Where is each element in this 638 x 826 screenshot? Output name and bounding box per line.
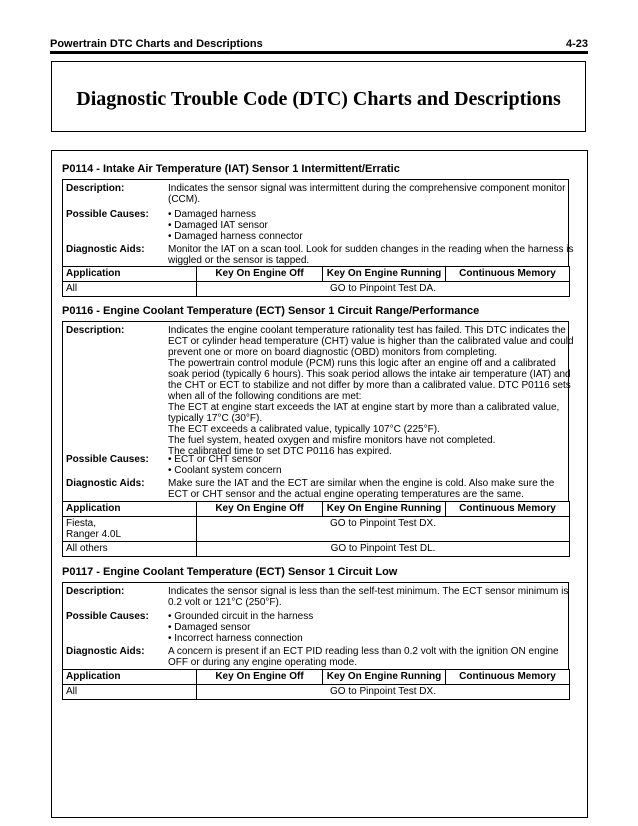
dtc-title-p0117: P0117 - Engine Coolant Temperature (ECT) Sensor 1 Circuit Low <box>62 566 398 578</box>
col-application: Application <box>63 267 197 282</box>
section-title: Powertrain DTC Charts and Descriptions <box>50 38 263 50</box>
dtc-details-p0114 <box>62 179 574 267</box>
text-line: typically 17°C (30°F). <box>168 413 263 424</box>
col-application: Application <box>63 502 197 517</box>
cause-item: • Coolant system concern <box>168 465 282 476</box>
text-line: OFF or during any engine operating mode. <box>168 657 357 668</box>
table-header-row <box>63 502 570 517</box>
aids-label: Diagnostic Aids: <box>66 478 145 489</box>
col-koer: Key On Engine Running <box>323 670 446 685</box>
col-koer: Key On Engine Running <box>323 502 446 517</box>
application-table-p0117 <box>62 669 570 700</box>
text-line: The fuel system, heated oxygen and misfire monitors have not completed. <box>168 435 496 446</box>
text-line: Indicates the engine coolant temperature rationality test has failed. This DTC indicates the <box>168 325 566 336</box>
text-line: The ECT exceeds a calibrated value, typically 107°C (225°F). <box>168 424 440 435</box>
causes-list <box>168 454 562 476</box>
text-line: ECT or CHT sensor and the actual engine operating temperatures are the same. <box>168 489 524 500</box>
dtc-details-p0116 <box>62 321 574 502</box>
description-text <box>168 325 574 457</box>
application-cell: All <box>63 282 197 297</box>
text-line: prevent one or more on board diagnostic (OBD) monitors from completing. <box>168 347 498 358</box>
application-cell <box>63 517 197 542</box>
application-cell: All <box>63 685 197 700</box>
table-row <box>63 685 570 700</box>
title-box <box>51 61 586 132</box>
table-header-row <box>63 670 570 685</box>
col-continuous: Continuous Memory <box>446 502 570 517</box>
description-text <box>168 586 569 608</box>
causes-list <box>168 209 562 242</box>
text-line: 0.2 volt or 121°C (250°F). <box>168 597 282 608</box>
description-label: Description: <box>66 586 125 597</box>
text-line: (CCM). <box>168 194 201 205</box>
table-row <box>63 542 570 557</box>
text-line: Indicates the sensor signal was intermittent during the comprehensive component monitor <box>168 183 566 194</box>
dtc-details-p0117 <box>62 582 569 670</box>
cause-item: • Damaged harness <box>168 209 256 220</box>
result-cell: GO to Pinpoint Test DX. <box>197 685 570 700</box>
table-row <box>63 517 570 542</box>
col-koeo: Key On Engine Off <box>197 267 323 282</box>
description-label: Description: <box>66 325 125 336</box>
header-rule <box>50 51 588 54</box>
text-line: wiggled or the sensor is tapped. <box>168 255 310 266</box>
col-continuous: Continuous Memory <box>446 670 570 685</box>
text-line: The ECT at engine start exceeds the IAT at engine start by more than a calibrated value, <box>168 402 560 413</box>
text-line: ECT or cylinder head temperature (CHT) value is higher than the calibrated value and could <box>168 336 574 347</box>
page-number: 4-23 <box>565 38 588 50</box>
application-line: Ranger 4.0L <box>66 529 122 540</box>
col-koer: Key On Engine Running <box>323 267 446 282</box>
application-table-p0116 <box>62 501 570 557</box>
text-line: A concern is present if an ECT PID reading less than 0.2 volt with the ignition ON engine <box>168 646 559 657</box>
text-line: The powertrain control module (PCM) runs this logic after an engine off and a calibrated <box>168 358 556 369</box>
page-header <box>50 38 588 52</box>
cause-item: • ECT or CHT sensor <box>168 454 262 465</box>
text-line: the CHT or ECT to stabilize and not differ by more than a calibrated value. DTC P0116 sets <box>168 380 571 391</box>
application-table-p0114 <box>62 266 570 297</box>
description-label: Description: <box>66 183 125 194</box>
causes-label: Possible Causes: <box>66 209 149 220</box>
text-line: Make sure the IAT and the ECT are similar when the engine is cold. Also make sure the <box>168 478 555 489</box>
cause-item: • Damaged harness connector <box>168 231 303 242</box>
col-application: Application <box>63 670 197 685</box>
causes-label: Possible Causes: <box>66 611 149 622</box>
text-line: The calibrated time to set DTC P0116 has expired. <box>168 446 392 457</box>
table-row <box>63 282 570 297</box>
col-continuous: Continuous Memory <box>446 267 570 282</box>
causes-list <box>168 611 562 644</box>
text-line: soak period (typically 6 hours). This soak period allows the intake air temperature (IAT) and <box>168 369 571 380</box>
cause-item: • Grounded circuit in the harness <box>168 611 314 622</box>
aids-text <box>168 478 562 500</box>
result-cell: GO to Pinpoint Test DL. <box>197 542 570 557</box>
cause-item: • Damaged sensor <box>168 622 251 633</box>
cause-item: • Incorrect harness connection <box>168 633 303 644</box>
causes-label: Possible Causes: <box>66 454 149 465</box>
aids-label: Diagnostic Aids: <box>66 244 145 255</box>
col-koeo: Key On Engine Off <box>197 502 323 517</box>
text-line: Monitor the IAT on a scan tool. Look for sudden changes in the reading when the harness is <box>168 244 574 255</box>
description-text <box>168 183 566 205</box>
text-line: when all of the following conditions are met: <box>168 391 362 402</box>
result-cell: GO to Pinpoint Test DA. <box>197 282 570 297</box>
col-koeo: Key On Engine Off <box>197 670 323 685</box>
aids-text <box>168 646 562 668</box>
aids-text <box>168 244 574 266</box>
application-line: Fiesta, <box>66 518 97 529</box>
application-cell: All others <box>63 542 197 557</box>
aids-label: Diagnostic Aids: <box>66 646 145 657</box>
cause-item: • Damaged IAT sensor <box>168 220 268 231</box>
page-title: Diagnostic Trouble Code (DTC) Charts and Descriptions <box>76 88 561 110</box>
result-cell: GO to Pinpoint Test DX. <box>197 517 570 542</box>
table-header-row <box>63 267 570 282</box>
dtc-title-p0116: P0116 - Engine Coolant Temperature (ECT) Sensor 1 Circuit Range/Performance <box>62 305 480 317</box>
text-line: Indicates the sensor signal is less than the self-test minimum. The ECT sensor minimum is <box>168 586 569 597</box>
dtc-title-p0114: P0114 - Intake Air Temperature (IAT) Sensor 1 Intermittent/Erratic <box>62 163 400 175</box>
